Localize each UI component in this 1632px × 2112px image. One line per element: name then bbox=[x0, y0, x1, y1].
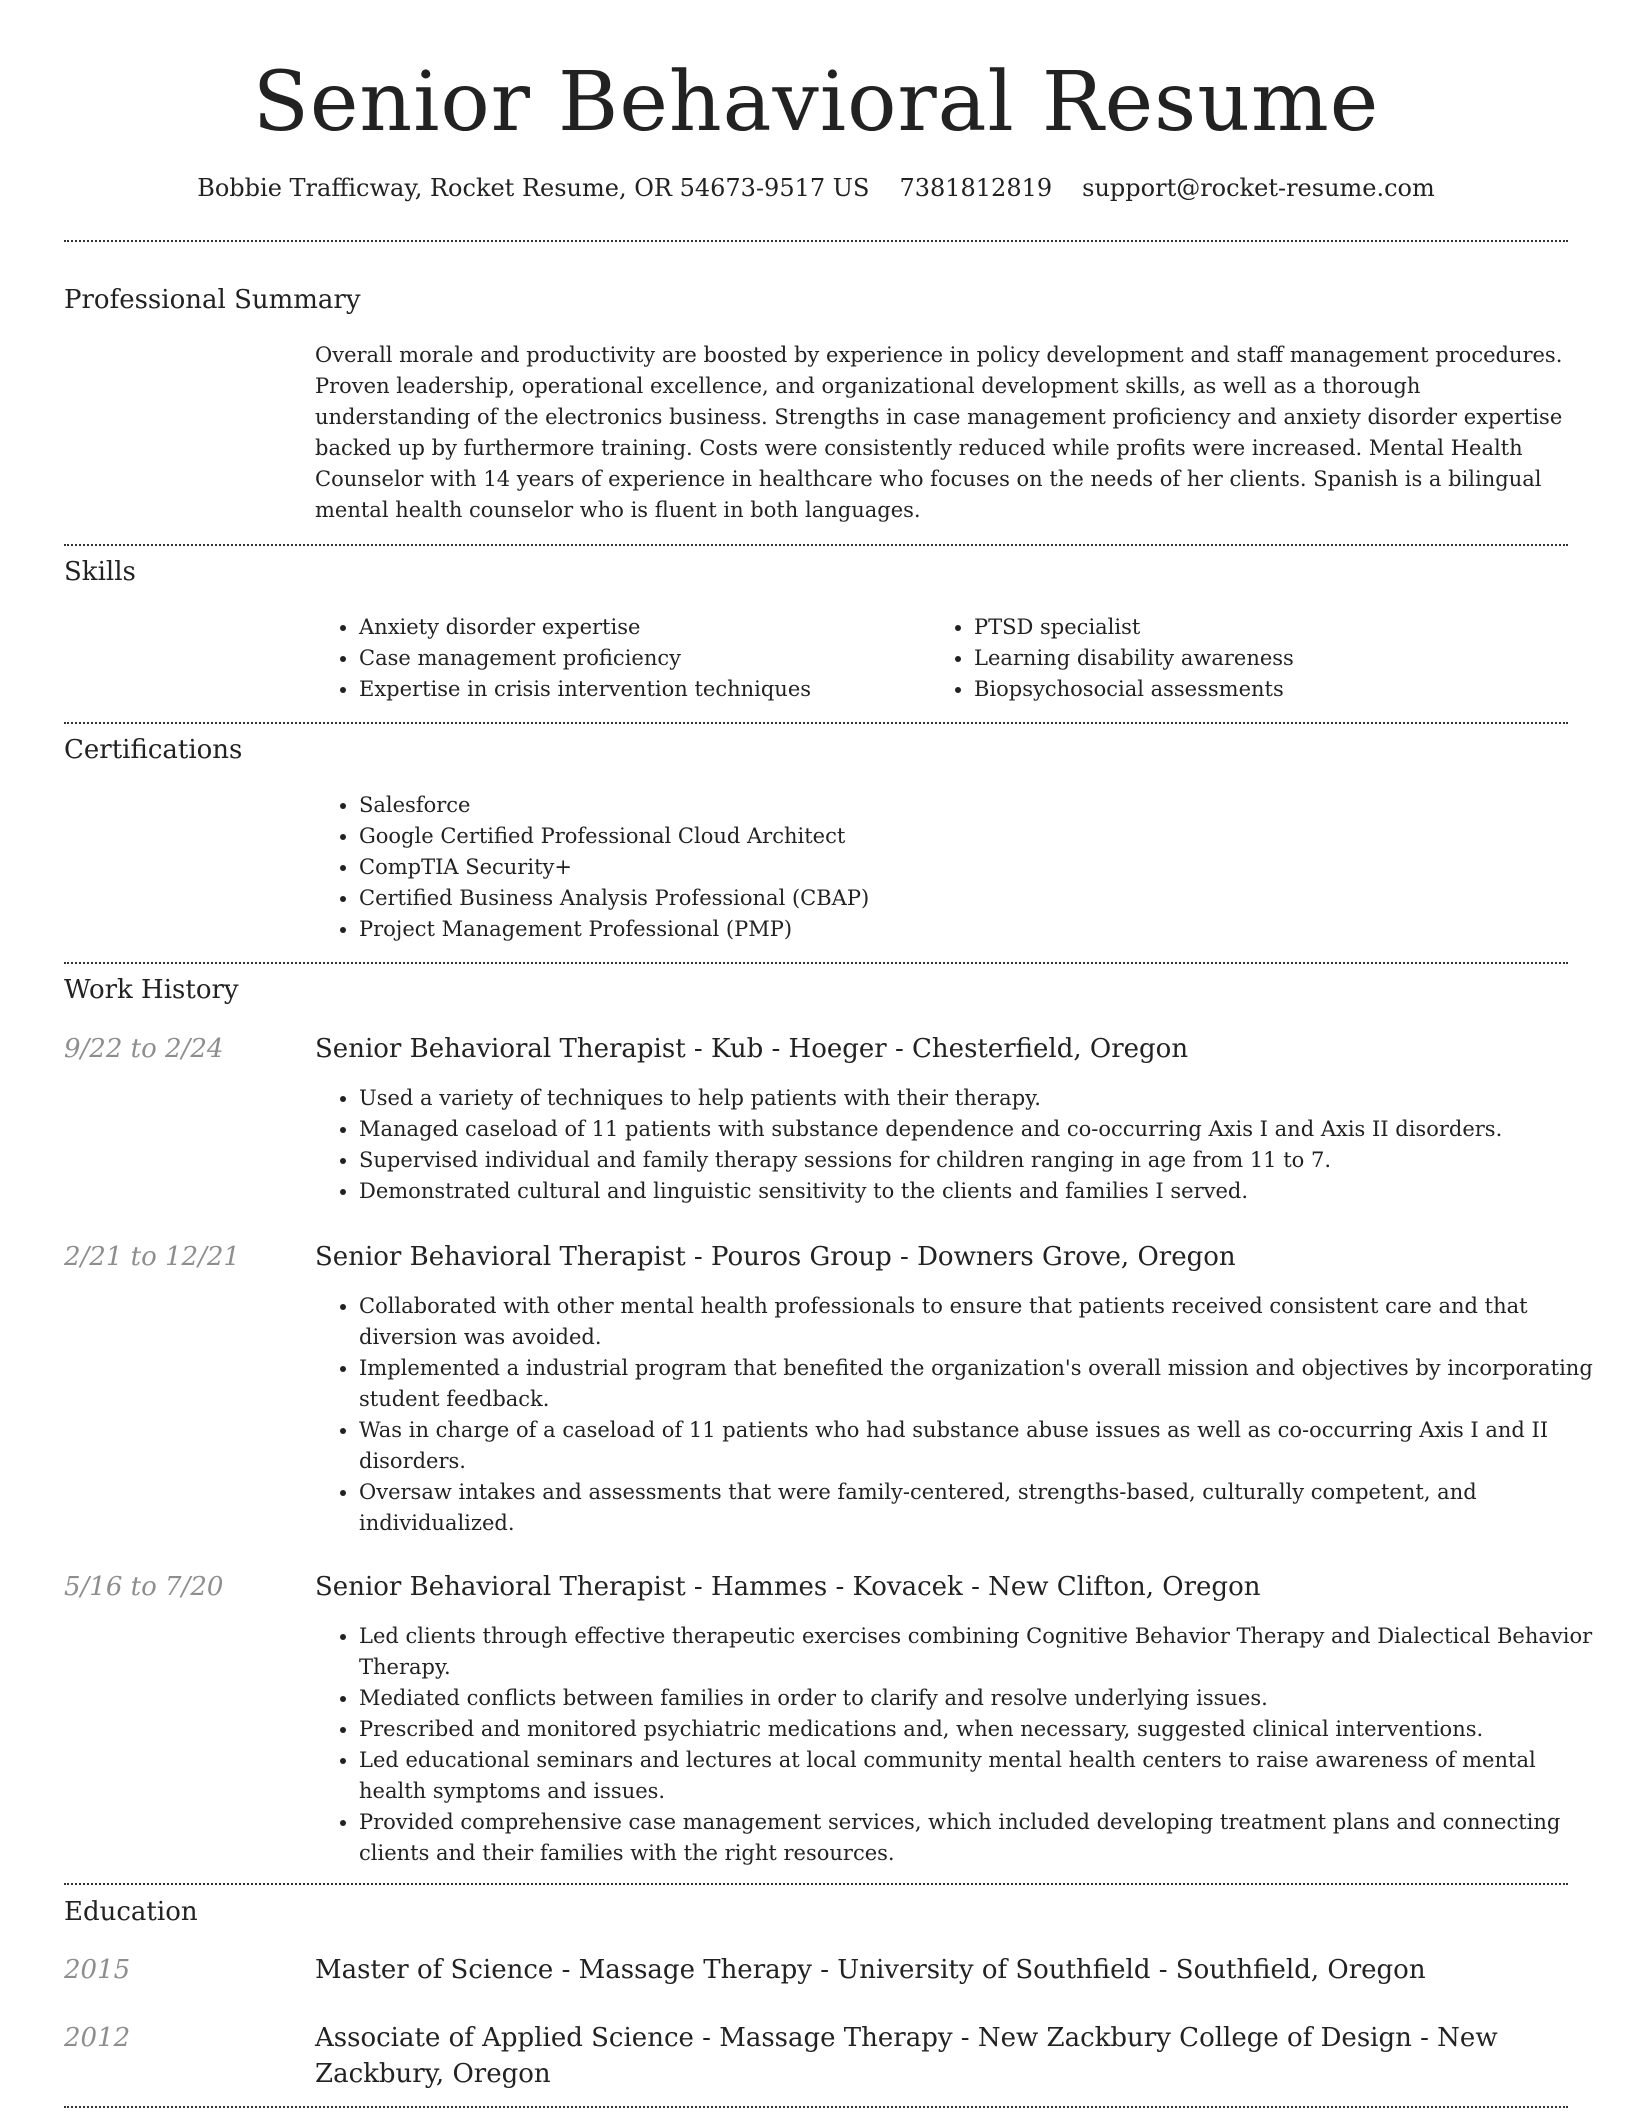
job-heading: Senior Behavioral Therapist - Kub - Hoeger - Chesterfield, Oregon bbox=[315, 1034, 1189, 1064]
job-title: Senior Behavioral Therapist bbox=[315, 1572, 686, 1602]
certification-item: • Certified Business Analysis Professional (CBAP) bbox=[359, 883, 1609, 914]
section-divider bbox=[64, 962, 1568, 964]
job-company: Pouros Group - Downers Grove, Oregon bbox=[711, 1242, 1236, 1272]
certification-item: • Google Certified Professional Cloud Architect bbox=[359, 821, 1609, 852]
job-bullet: • Led clients through effective therapeutic exercises combining Cognitive Behavior Therapy and Dialectical Behavior Therapy. bbox=[359, 1621, 1609, 1683]
job-heading: Senior Behavioral Therapist - Pouros Group - Downers Grove, Oregon bbox=[315, 1242, 1236, 1272]
certifications-heading: Certifications bbox=[64, 735, 243, 765]
certification-item: • Salesforce bbox=[359, 790, 1609, 821]
job-bullet: • Used a variety of techniques to help patients with their therapy. bbox=[359, 1083, 1609, 1114]
job-bullet: • Led educational seminars and lectures at local community mental health centers to raise awareness of mental health symptoms and issues. bbox=[359, 1745, 1609, 1807]
skill-item: • Expertise in crisis intervention techniques bbox=[359, 674, 939, 705]
job-bullet: • Collaborated with other mental health professionals to ensure that patients received consistent care and that diversion was avoided. bbox=[359, 1291, 1609, 1353]
contact-line bbox=[0, 168, 1632, 208]
job-heading: Senior Behavioral Therapist - Hammes - Kovacek - New Clifton, Oregon bbox=[315, 1572, 1261, 1602]
skills-list-left bbox=[315, 612, 939, 705]
job-bullet: • Oversaw intakes and assessments that were family-centered, strengths-based, culturally competent, and individualized. bbox=[359, 1477, 1609, 1539]
job-bullet: • Mediated conflicts between families in order to clarify and resolve underlying issues. bbox=[359, 1683, 1609, 1714]
education-heading: Education bbox=[64, 1897, 198, 1927]
contact-address: Bobbie Trafficway, Rocket Resume, OR 54673-9517 US bbox=[197, 174, 870, 202]
section-divider bbox=[64, 1883, 1568, 1885]
education-entry: Master of Science - Massage Therapy - University of Southfield - Southfield, Oregon bbox=[315, 1955, 1426, 1985]
job-bullets bbox=[315, 1083, 1609, 1207]
section-divider bbox=[64, 240, 1568, 242]
job-bullet: • Prescribed and monitored psychiatric medications and, when necessary, suggested clinical interventions. bbox=[359, 1714, 1609, 1745]
skill-item: • Biopsychosocial assessments bbox=[974, 674, 1604, 705]
job-bullets bbox=[315, 1621, 1609, 1869]
summary-heading: Professional Summary bbox=[64, 285, 361, 315]
job-dates: 5/16 to 7/20 bbox=[64, 1572, 224, 1602]
education-entry: Associate of Applied Science - Massage Therapy - New Zackbury College of Design - New Zackbury, Oregon bbox=[315, 2023, 1498, 2089]
education-year: 2015 bbox=[64, 1955, 131, 1985]
skill-item: • Case management proficiency bbox=[359, 643, 939, 674]
education-school: University of Southfield - Southfield, Oregon bbox=[837, 1955, 1426, 1985]
job-bullet: • Supervised individual and family therapy sessions for children ranging in age from 11 to 7. bbox=[359, 1145, 1609, 1176]
certification-item: • Project Management Professional (PMP) bbox=[359, 914, 1609, 945]
job-dates: 2/21 to 12/21 bbox=[64, 1242, 240, 1272]
contact-email: support@rocket-resume.com bbox=[1082, 174, 1435, 202]
job-title: Senior Behavioral Therapist bbox=[315, 1034, 686, 1064]
summary-text: Overall morale and productivity are boosted by experience in policy development and staff management procedures. Proven leadership, operational excellence, and organizational development skills, as well as a thorough understanding of the electronics business. Strengths in case management proficiency and anxiety disorder expertise backed up by furthermore training. Costs were consistently reduced while profits were increased. Mental Health Counselor with 14 years of experience in healthcare who focuses on the needs of her clients. Spanish is a bilingual mental health counselor who is fluent in both languages. bbox=[315, 343, 1563, 522]
certifications-list bbox=[315, 790, 1609, 945]
job-title: Senior Behavioral Therapist bbox=[315, 1242, 686, 1272]
education-degree: Associate of Applied Science - Massage Therapy bbox=[315, 2023, 953, 2053]
skills-list-right bbox=[930, 612, 1604, 705]
section-divider bbox=[64, 544, 1568, 546]
section-divider bbox=[64, 2106, 1568, 2108]
job-bullet: • Provided comprehensive case management services, which included developing treatment plans and connecting clients and their families with the right resources. bbox=[359, 1807, 1609, 1869]
job-dates: 9/22 to 2/24 bbox=[64, 1034, 224, 1064]
certification-item: • CompTIA Security+ bbox=[359, 852, 1609, 883]
work-history-heading: Work History bbox=[64, 975, 239, 1005]
job-bullet: • Managed caseload of 11 patients with substance dependence and co-occurring Axis I and Axis II disorders. bbox=[359, 1114, 1609, 1145]
resume-title: Senior Behavioral Resume bbox=[252, 55, 1380, 150]
skill-item: • Anxiety disorder expertise bbox=[359, 612, 939, 643]
job-bullet: • Was in charge of a caseload of 11 patients who had substance abuse issues as well as co-occurring Axis I and II disorders. bbox=[359, 1415, 1609, 1477]
job-bullets bbox=[315, 1291, 1609, 1539]
contact-phone: 7381812819 bbox=[899, 174, 1053, 202]
job-bullet: • Demonstrated cultural and linguistic sensitivity to the clients and families I served. bbox=[359, 1176, 1609, 1207]
education-school: New Zackbury College of Design - New Zackbury, Oregon bbox=[315, 2023, 1498, 2089]
education-year: 2012 bbox=[64, 2023, 131, 2053]
section-divider bbox=[64, 722, 1568, 724]
education-degree: Master of Science - Massage Therapy bbox=[315, 1955, 812, 1985]
job-company: Hammes - Kovacek - New Clifton, Oregon bbox=[711, 1572, 1261, 1602]
job-bullet: • Implemented a industrial program that benefited the organization's overall mission and objectives by incorporating student feedback. bbox=[359, 1353, 1609, 1415]
skill-item: • Learning disability awareness bbox=[974, 643, 1604, 674]
job-company: Kub - Hoeger - Chesterfield, Oregon bbox=[711, 1034, 1189, 1064]
skill-item: • PTSD specialist bbox=[974, 612, 1604, 643]
skills-heading: Skills bbox=[64, 557, 136, 587]
